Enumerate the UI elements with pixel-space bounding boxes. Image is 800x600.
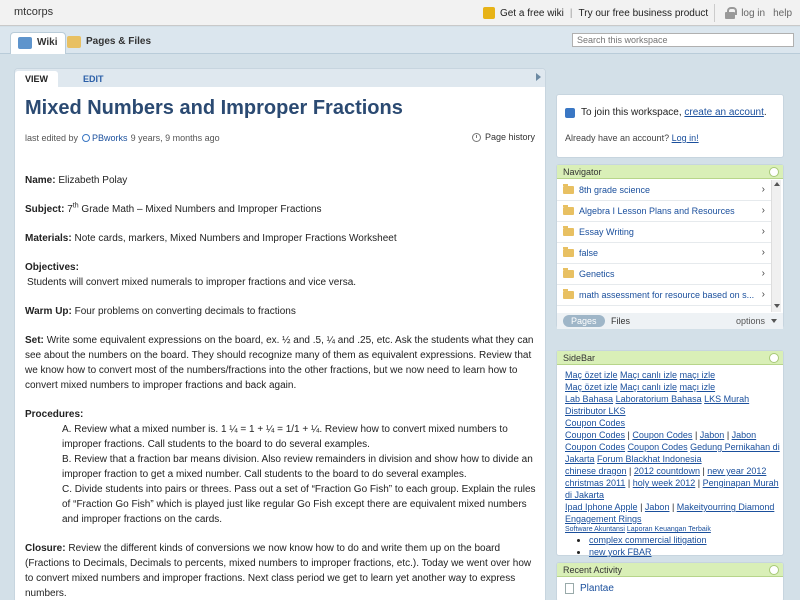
page-body [25, 173, 537, 600]
page-history-label: Page history [484, 132, 535, 142]
set-paragraph: Set: Write some equivalent expressions on the board, ex. ½ and .5, ¼ and .25, etc. Ask the students what they can see about the numbers on the board. They should recognize many of them as equivalent expressions. Review that we know how to convert most of the numbers/fractions into the other fractions, but we now need to learn how to convert mixed numbers to improper fractions and back again. [25, 335, 534, 391]
procedures-block: Procedures: A. Review what a mixed number is. 1 ¼ = 1 + ¼ = 1/1 + ¼. Review how to convert mixed numbers to improper fractions. Call students to the board to do several examples. B. Review that a fraction bar means division. Also review remainders in division and show how to divide an improper fraction to get a mixed number. Call students to the board to do several examples. C. Divide students into pairs or threes. Pass out a set of “Fraction Go Fish” to each group. Explain the rules of “Fraction Go Fish” which is played just like regular Go Fish except there are equivalent mixed numbers and improper fractions on the cards. [25, 409, 536, 525]
navigator-scrollbar[interactable] [771, 180, 781, 312]
clock-icon [472, 133, 481, 142]
folder-icon [563, 228, 574, 236]
tab-files[interactable]: Files [611, 316, 631, 326]
tab-pages-files-label: Pages & Files [86, 36, 152, 47]
chevron-right-icon[interactable]: › [761, 205, 765, 216]
options-menu[interactable]: options [735, 316, 765, 326]
sidebar-link[interactable]: Gedung Pernikahan di Jakarta [565, 442, 780, 464]
sidebar-link[interactable]: Penginapan Murah di Jakarta [565, 478, 779, 500]
mode-tabs [15, 69, 545, 87]
folder-icon [563, 186, 574, 194]
sidebar-link[interactable]: maçı izle [679, 370, 716, 380]
sidebar-link[interactable]: Ipad Iphone Apple [565, 502, 638, 512]
sidebar-link[interactable]: Jabon [699, 430, 725, 440]
navigator-header: Navigator [557, 165, 783, 179]
login-now-link[interactable]: Log in! [671, 133, 699, 143]
sidebar-link[interactable]: LKS Murah [704, 394, 750, 404]
sidebar-link[interactable]: Software Akuntansi [565, 526, 625, 533]
sidebar-link[interactable]: chinese dragon [565, 466, 627, 476]
tab-pages-files[interactable] [60, 32, 159, 54]
collapse-icon[interactable] [769, 565, 779, 575]
create-account-link[interactable]: create an account [684, 107, 764, 118]
flag-icon [565, 108, 575, 118]
sidebar-link[interactable]: holy week 2012 [632, 478, 696, 488]
sidebar-link[interactable]: Maçı canlı izle [620, 382, 678, 392]
sidebar-links: Maç özet izle Maçı canlı izle maçı izle Maç özet izle Maçı canlı izle maçı izle Lab Bahasa Laboratorium Bahasa LKS Murah Distributor LKS Coupon Codes Coupon Codes | Coupon Codes | Jabon | Jabon Coupon Codes Coupon Codes Gedung Pernikahan di Jakarta Forum Blackhat Indonesia chinese dragon | 2012 countdown | new year 2012 christmas 2011 | holy week 2012 | Penginapan Murah di Jakarta Ipad Iphone Apple | Jabon | Makeityourring Diamond Engagement Rings Software Akuntansi Laporan Keuangan Terbaik • complex commercial litigation • new york FBAR [565, 369, 781, 558]
name-line: Name: Elizabeth Polay [25, 175, 128, 186]
sidebar-link[interactable]: Makeityourring Diamond Engagement Rings [565, 502, 775, 524]
sidebar-link[interactable]: maçı izle [679, 382, 716, 392]
procedure-b: B. Review that a fraction bar means division. Also review remainders in division and show how to divide an improper fraction to get a mixed number. Call students to the board to do several examples. [62, 454, 533, 480]
top-bar [0, 0, 800, 26]
recent-activity-header: Recent Activity [557, 563, 783, 577]
workspace-tabs [0, 27, 800, 54]
sidebar-bullets [589, 534, 781, 558]
navigator-list [557, 180, 771, 312]
nav-item[interactable]: Algebra I Lesson Plans and Resources › [557, 201, 771, 222]
nav-item[interactable]: Essay Writing › [557, 222, 771, 243]
lock-icon [725, 7, 735, 19]
materials-line: Materials: Note cards, markers, Mixed Numbers and Improper Fractions Worksheet [25, 233, 397, 244]
nav-item[interactable]: math assessment for resource based on s... › [557, 285, 771, 306]
list-item [589, 534, 781, 546]
warmup-line: Warm Up: Four problems on converting decimals to fractions [25, 306, 296, 317]
join-box [556, 94, 784, 158]
wiki-icon [18, 37, 32, 49]
navigator-box [556, 164, 784, 328]
sidebar-link[interactable]: Coupon Codes [565, 442, 626, 452]
navigator-footer [557, 313, 783, 329]
chevron-right-icon[interactable]: › [761, 226, 765, 237]
workspace-name[interactable]: mtcorps [14, 6, 54, 18]
sidebar-link[interactable]: Laporan Keuangan Terbaik [626, 526, 711, 533]
meta-prefix: last edited by [25, 133, 79, 143]
sidebar-link[interactable]: Coupon Codes [565, 418, 626, 428]
tab-pages[interactable]: Pages [563, 315, 605, 327]
nav-item[interactable]: false › [557, 243, 771, 264]
get-free-wiki-link[interactable]: Get a free wiki [499, 7, 564, 19]
recent-activity-item[interactable] [565, 583, 614, 594]
sidebar-link[interactable]: Jabon [731, 430, 757, 440]
chevron-right-icon[interactable]: › [761, 268, 765, 279]
sidebar-bullet-link[interactable]: new york FBAR [589, 547, 652, 557]
tab-view[interactable]: VIEW [15, 71, 58, 87]
nav-item[interactable]: Genetics › [557, 264, 771, 285]
sidebar-link[interactable]: Distributor LKS [565, 406, 626, 416]
chevron-right-icon[interactable]: › [761, 184, 765, 195]
page-history-link[interactable] [472, 132, 535, 142]
chevron-right-icon[interactable]: › [761, 289, 765, 300]
sidebar-link[interactable]: new year 2012 [707, 466, 767, 476]
sidebar-link[interactable]: Lab Bahasa [565, 394, 614, 404]
join-line: To join this workspace, create an account . [565, 107, 767, 118]
sidebar-link[interactable]: Jabon [644, 502, 670, 512]
tab-edit[interactable]: EDIT [83, 74, 104, 84]
tab-wiki[interactable] [10, 32, 66, 54]
sidebar-link[interactable]: Coupon Codes [627, 442, 688, 452]
sidebar-link[interactable]: Maçı canlı izle [620, 370, 678, 380]
login-link[interactable]: log in [741, 7, 766, 19]
meta-user-link[interactable]: PBworks [92, 133, 128, 143]
sidebar-link[interactable]: Maç özet izle [565, 370, 618, 380]
sidebar-link[interactable]: Coupon Codes [565, 430, 626, 440]
nav-item[interactable]: 8th grade science › [557, 180, 771, 201]
collapse-icon[interactable] [769, 353, 779, 363]
scroll-up-icon[interactable] [774, 182, 780, 186]
sidebar-link[interactable]: Coupon Codes [632, 430, 693, 440]
closure-paragraph: Closure: Review the different kinds of conversions we now know how to do and write them up on the board (Fractions to Decimals, Decimals to percents, mixed numbers to improper fractions, etc.). Today we went over how to convert mixed numbers and improper fractions. Next class period we get to learn yet another way to express numbers. [25, 543, 532, 599]
subject-line: Subject: 7th Grade Math – Mixed Numbers and Improper Fractions [25, 202, 322, 215]
objectives-block: Objectives: Students will convert mixed numerals to improper fractions and vice versa. [25, 262, 357, 288]
main-content [14, 68, 546, 600]
sidebar-header: SideBar [557, 351, 783, 365]
sidebar-box [556, 350, 784, 556]
sidebar-link[interactable]: christmas 2011 [565, 478, 626, 488]
divider [714, 4, 715, 22]
search-input[interactable] [572, 33, 794, 47]
list-item [589, 546, 781, 558]
folder-icon [563, 291, 574, 299]
top-links [483, 4, 792, 22]
sidebar-link[interactable]: Forum Blackhat Indonesia [597, 454, 702, 464]
folder-icon [563, 207, 574, 215]
procedure-a: A. Review what a mixed number is. 1 ¼ = 1 + ¼ = 1/1 + ¼. Review how to convert mixed numbers to improper fractions. Call students to the board to do several examples. [62, 424, 508, 450]
scroll-down-icon[interactable] [774, 304, 780, 308]
tab-wiki-label: Wiki [37, 37, 58, 48]
sidebar-link[interactable]: 2012 countdown [633, 466, 700, 476]
sidebar-link[interactable]: Maç özet izle [565, 382, 618, 392]
page-meta [25, 133, 220, 143]
have-account-line: Already have an account? Log in! [565, 133, 699, 143]
meta-time: 9 years, 9 months ago [130, 133, 220, 143]
business-product-link[interactable]: Try our free business product [578, 7, 709, 19]
folder-icon [563, 270, 574, 278]
recent-page-link[interactable]: Plantae [580, 583, 614, 594]
thumbs-up-icon [483, 7, 495, 19]
recent-activity-box [556, 562, 784, 600]
separator: | [569, 7, 573, 19]
help-link[interactable]: help [773, 7, 792, 19]
procedure-c: C. Divide students into pairs or threes. Pass out a set of “Fraction Go Fish” to each group. Explain the rules of “Fraction Go Fish” which is played just like regular Go Fish except there are equivalent mixed numbers and improper fractions on the cards. [62, 484, 536, 525]
sidebar-bullet-link[interactable]: complex commercial litigation [589, 535, 707, 545]
chevron-right-icon[interactable]: › [761, 247, 765, 258]
page-title: Mixed Numbers and Improper Fractions [25, 97, 403, 119]
folder-icon [563, 249, 574, 257]
chevron-down-icon[interactable] [771, 319, 777, 323]
collapse-icon[interactable] [769, 167, 779, 177]
user-icon [82, 134, 90, 142]
sidebar-link[interactable]: Laboratorium Bahasa [615, 394, 702, 404]
collapse-arrow-icon[interactable] [536, 73, 541, 81]
folder-icon [67, 36, 81, 48]
page-icon [565, 583, 574, 594]
